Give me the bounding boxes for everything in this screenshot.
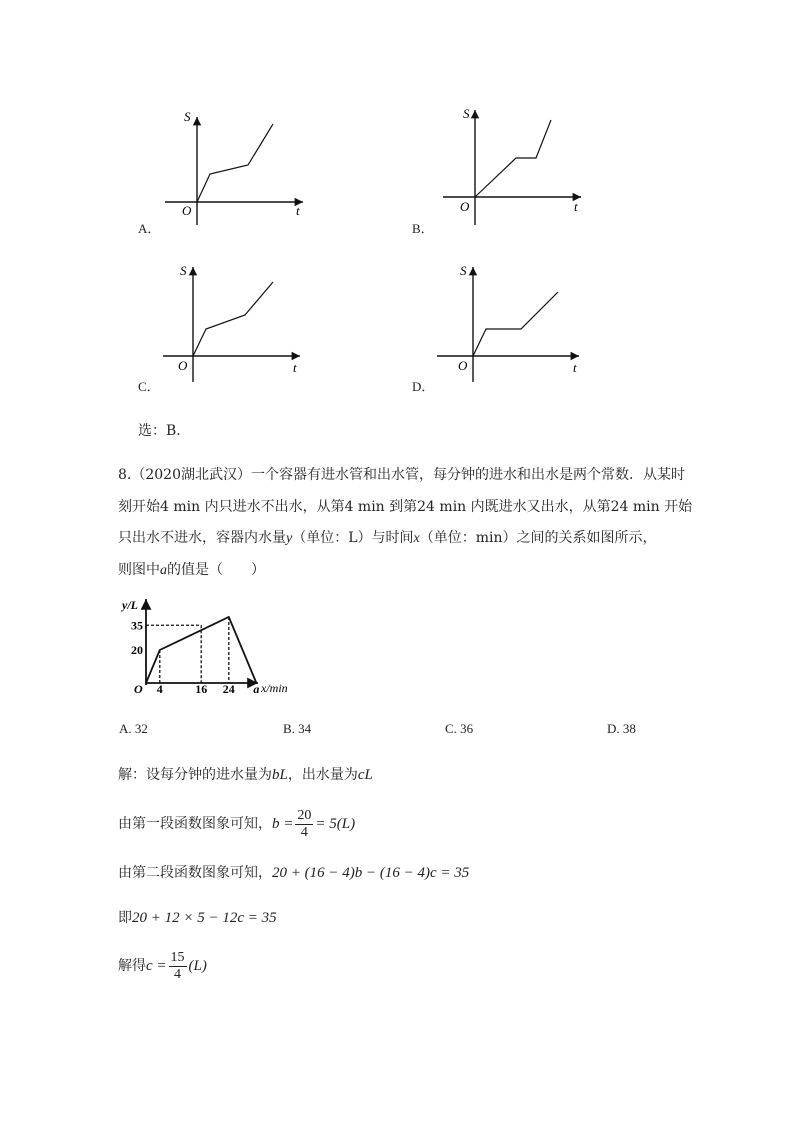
graph-line: [475, 120, 551, 197]
option-graph-b: [438, 105, 588, 230]
math-lhs: c =: [146, 958, 167, 974]
axis-y-label: S: [463, 106, 470, 121]
option-label-b: B．: [412, 221, 434, 236]
question-8-line-3: [118, 528, 657, 549]
previous-answer: 选：B．: [138, 423, 191, 439]
graph-line: [193, 282, 273, 356]
variable-y: y: [286, 531, 293, 546]
question-8-chart: [118, 595, 303, 700]
option-graph-d: [434, 262, 588, 387]
option-label-d: D．: [412, 379, 435, 394]
choice-a[interactable]: A. 32: [119, 721, 148, 736]
solution-line-1: [118, 765, 373, 785]
text: 由第二段函数图象可知，: [118, 865, 272, 881]
option-graph-a: [160, 105, 310, 230]
math-bL: bL: [272, 767, 288, 783]
x-tick-label: 24: [222, 682, 235, 696]
math-lhs: b =: [272, 816, 294, 832]
option-graph-c: [160, 262, 310, 387]
origin-label: O: [460, 199, 470, 214]
numerator: 15: [170, 949, 185, 965]
solution-line-2: [118, 806, 355, 842]
solution-line-3: [118, 863, 469, 883]
math-equation: 20 + (16 − 4)b − (16 − 4)c = 35: [272, 865, 470, 881]
graph-line: [473, 292, 558, 356]
text: ，出水量为: [287, 767, 358, 783]
axis-x-label: t: [296, 203, 300, 218]
text: 解得: [118, 958, 146, 974]
math-equation: 20 + 12 × 5 − 12c = 35: [132, 910, 277, 926]
option-label-a: A．: [138, 221, 161, 236]
text: 由第一段函数图象可知，: [118, 816, 272, 832]
text: 则图中: [118, 562, 160, 578]
text: （单位：L）与时间: [292, 530, 414, 546]
axis-y-label: S: [184, 109, 191, 124]
origin-label: O: [182, 203, 192, 218]
origin-label: O: [178, 358, 188, 373]
text: 解：设每分钟的进水量为: [118, 767, 272, 783]
text: 即: [118, 910, 132, 926]
variable-a: a: [160, 563, 167, 578]
denominator: 4: [174, 966, 182, 982]
graph-line: [197, 124, 273, 202]
axis-x-label: t: [573, 360, 577, 375]
text: 的值是（ ）: [167, 562, 265, 578]
text: （单位：min）之间的关系如图所示，: [419, 530, 657, 546]
math-cL: cL: [357, 767, 373, 783]
math-rhs: = 5(L): [315, 816, 356, 832]
math-rhs: (L): [188, 958, 207, 974]
choice-c[interactable]: C. 36: [445, 721, 474, 736]
x-axis-label: x/min: [261, 681, 288, 695]
text: 只出水不进水，容器内水量: [118, 530, 286, 546]
x-tick-label: 16: [195, 682, 208, 696]
x-tick-label: 4: [156, 682, 163, 696]
fraction: [169, 950, 187, 983]
y-tick-label: 20: [131, 643, 143, 657]
axis-y-label: S: [180, 263, 187, 278]
fraction: [295, 808, 313, 841]
variable-x: x: [413, 531, 420, 546]
y-tick-label: 35: [131, 618, 143, 633]
question-8-line-4: [118, 560, 265, 581]
solution-line-4: [118, 908, 277, 928]
choice-d[interactable]: D. 38: [607, 721, 636, 736]
axis-x-label: t: [293, 360, 297, 375]
x-tick-label: a: [253, 682, 260, 696]
denominator: 4: [300, 824, 308, 840]
y-axis-label: y/L: [122, 598, 138, 612]
axis-y-label: S: [460, 263, 467, 278]
origin-label: O: [134, 682, 143, 696]
question-8-line-2: 刻开始4 min 内只进水不出水，从第4 min 到第24 min 内既进水又出水，从第24 min 开始: [118, 499, 693, 515]
question-8-line-1: 8.（2020湖北武汉）一个容器有进水管和出水管，每分钟的进水和出水是两个常数．从某时: [118, 467, 685, 483]
choice-b[interactable]: B. 34: [283, 721, 312, 736]
option-label-c: C．: [138, 379, 160, 394]
solution-line-5: [118, 948, 207, 984]
numerator: 20: [297, 807, 312, 823]
origin-label: O: [458, 358, 468, 373]
axis-x-label: t: [574, 199, 578, 214]
